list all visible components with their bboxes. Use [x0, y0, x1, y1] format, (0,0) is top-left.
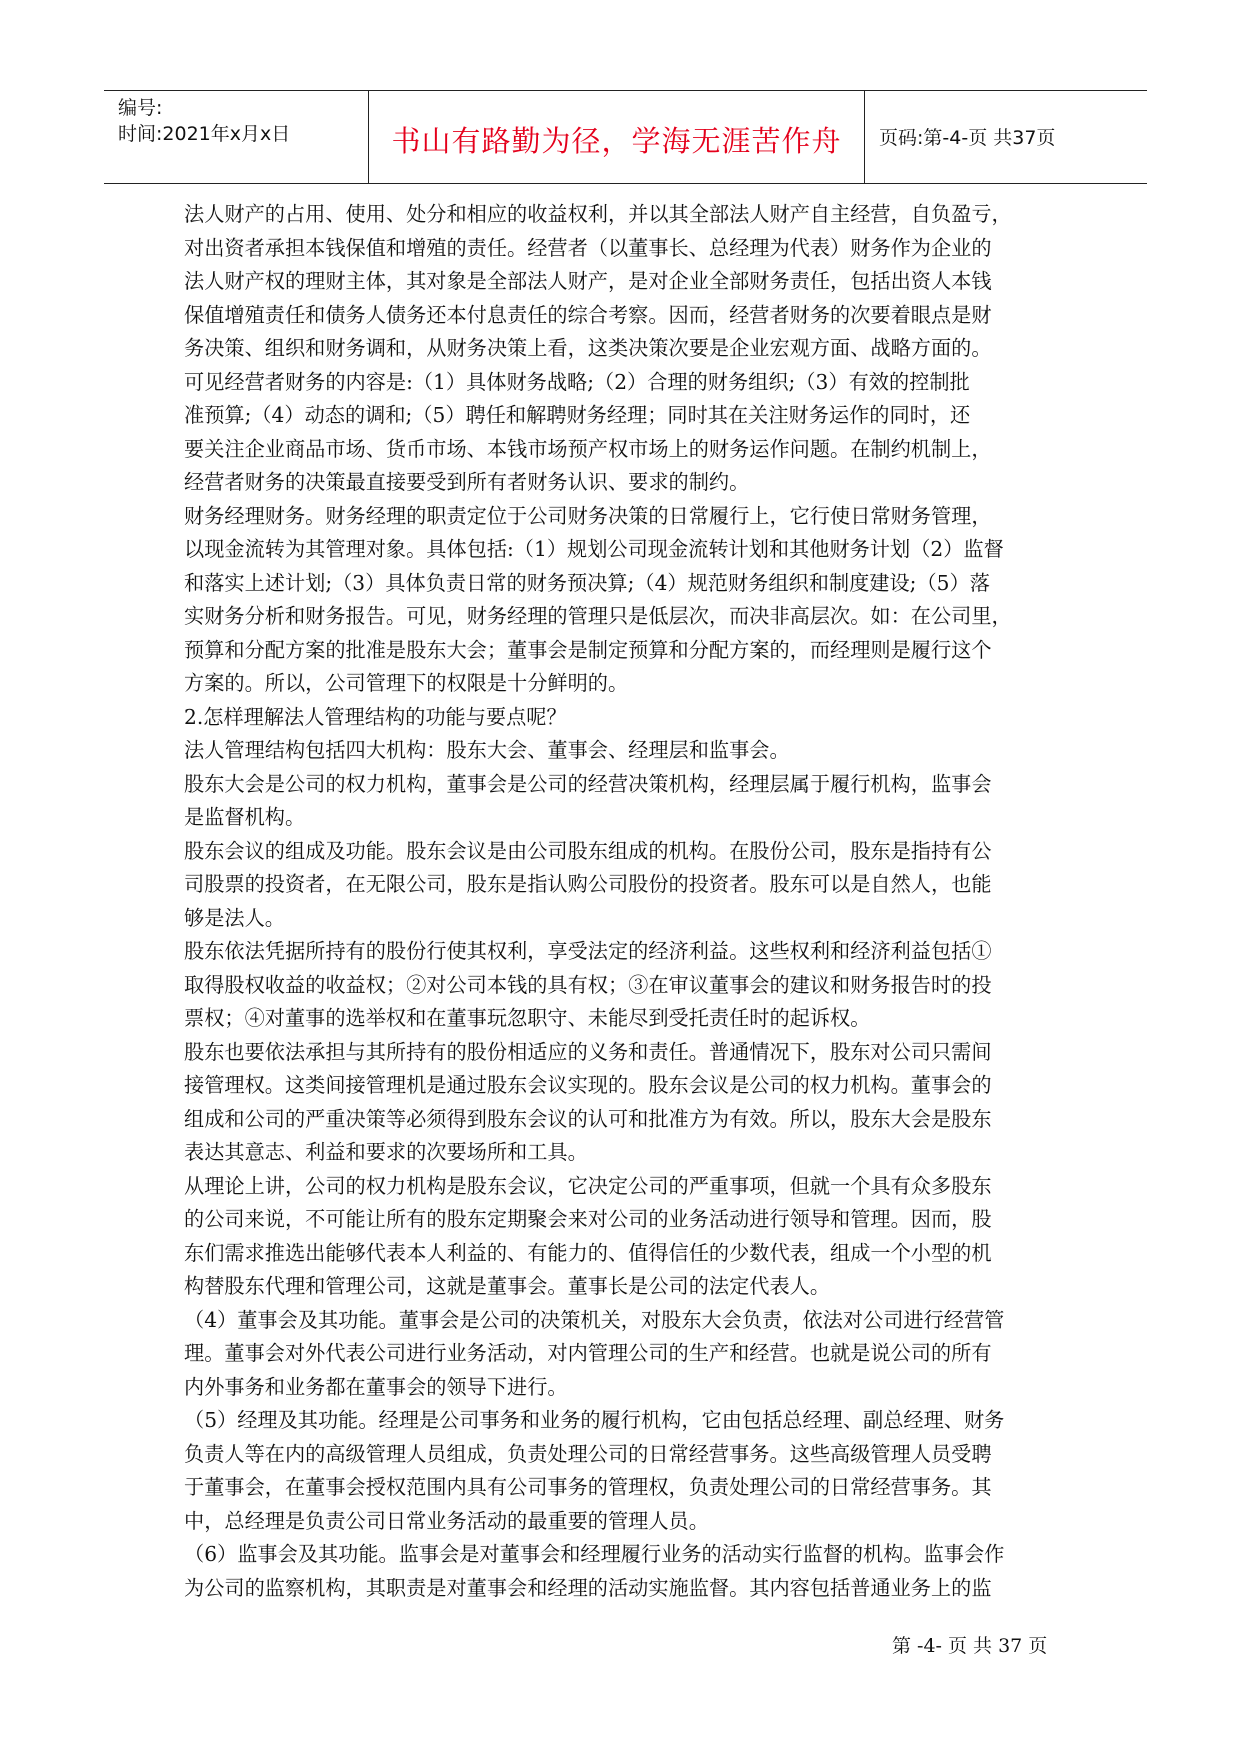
text-line: 理。董事会对外代表公司进行业务活动，对内管理公司的生产和经营。也就是说公司的所有	[184, 1341, 992, 1365]
text-line: 保值增殖责任和债务人债务还本付息责任的综合考察。因而，经营者财务的次要着眼点是财	[184, 302, 992, 327]
text-line: 接管理权。这类间接管理机是通过股东会议实现的。股东会议是公司的权力机构。董事会的	[184, 1073, 992, 1097]
text-line: （4）董事会及其功能。董事会是公司的决策机关，对股东大会负责，依法对公司进行经营管	[184, 1307, 1005, 1332]
text-line: 内外事务和业务都在董事会的领导下进行。	[184, 1374, 568, 1399]
text-line: 可见经营者财务的内容是:（1）具体财务战略;（2）合理的财务组织;（3）有效的控制批	[184, 369, 970, 394]
text-line: 财务经理财务。财务经理的职责定位于公司财务决策的日常履行上，它行使日常财务管理，	[184, 503, 992, 528]
text-line: 从理论上讲，公司的权力机构是股东会议，它决定公司的严重事项，但就一个具有众多股东	[184, 1173, 992, 1198]
page-code: 页码:第-4-页 共37页	[879, 127, 1056, 149]
text-line: 股东大会是公司的权力机构，董事会是公司的经营决策机构，经理层属于履行机构，监事会	[184, 771, 992, 796]
text-line: 于董事会，在董事会授权范围内具有公司事务的管理权，负责处理公司的日常经营事务。其	[184, 1475, 992, 1499]
text-line: 对出资者承担本钱保值和增殖的责任。经营者（以董事长、总经理为代表）财务作为企业的	[184, 235, 992, 260]
text-line: 经营者财务的决策最直接要受到所有者财务认识、要求的制约。	[184, 470, 750, 494]
header-motto-cell	[368, 91, 865, 183]
text-line: 准预算;（4）动态的调和;（5）聘任和解聘财务经理；同时其在关注财务运作的同时，还	[184, 403, 971, 427]
text-line: 股东依法凭据所持有的股份行使其权利，享受法定的经济利益。这些权利和经济利益包括①	[184, 939, 992, 963]
motto: 书山有路勤为径，学海无涯苦作舟	[391, 124, 842, 158]
text-line: 法人管理结构包括四大机构：股东大会、董事会、经理层和监事会。	[184, 738, 790, 762]
text-line: 的公司来说，不可能让所有的股东定期聚会来对公司的业务活动进行领导和管理。因而，股	[184, 1207, 992, 1231]
text-line: 东们需求推选出能够代表本人利益的、有能力的、值得信任的少数代表，组成一个小型的机	[184, 1240, 992, 1265]
text-line: 取得股权收益的收益权；②对公司本钱的具有权；③在审议董事会的建议和财务报告时的投	[184, 972, 992, 997]
text-line: 实财务分析和财务报告。可见，财务经理的管理只是低层次，而决非高层次。如：在公司里，	[184, 604, 1012, 628]
text-line: 表达其意志、利益和要求的次要场所和工具。	[184, 1140, 588, 1164]
text-line: 组成和公司的严重决策等必须得到股东会议的认可和批准方为有效。所以，股东大会是股东	[184, 1106, 992, 1131]
text-line: 中，总经理是负责公司日常业务活动的最重要的管理人员。	[184, 1508, 709, 1533]
number-label: 编号:	[118, 97, 163, 119]
text-line: 股东会议的组成及功能。股东会议是由公司股东组成的机构。在股份公司，股东是指持有公	[184, 838, 992, 863]
body-text	[184, 198, 1064, 1605]
text-line: 要关注企业商品市场、货币市场、本钱市场预产权市场上的财务运作问题。在制约机制上，	[184, 436, 992, 461]
text-line: 是监督机构。	[184, 805, 306, 829]
header-meta-cell	[104, 91, 368, 183]
text-line: 构替股东代理和管理公司，这就是董事会。董事长是公司的法定代表人。	[184, 1274, 831, 1298]
time-label: 时间:2021年x月x日	[118, 123, 291, 145]
page-header	[104, 90, 1147, 184]
text-line: 司股票的投资者，在无限公司，股东是指认购公司股份的投资者。股东可以是自然人，也能	[184, 872, 992, 896]
text-line: 为公司的监察机构，其职责是对董事会和经理的活动实施监督。其内容包括普通业务上的监	[184, 1575, 992, 1600]
text-line: 2.怎样理解法人管理结构的功能与要点呢？	[184, 704, 567, 729]
text-line: 以现金流转为其管理对象。具体包括:（1）规划公司现金流转计划和其他财务计划（2）监督	[184, 537, 1004, 561]
header-page-cell	[865, 91, 1147, 183]
text-line: 票权；④对董事的选举权和在董事玩忽职守、未能尽到受托责任时的起诉权。	[184, 1006, 871, 1030]
text-line: 够是法人。	[184, 905, 285, 930]
text-line: （5）经理及其功能。经理是公司事务和业务的履行机构，它由包括总经理、副总经理、财务	[184, 1408, 1005, 1432]
text-line: 和落实上述计划;（3）具体负责日常的财务预决算;（4）规范财务组织和制度建设;（5）落	[184, 570, 990, 595]
text-line: 股东也要依法承担与其所持有的股份相适应的义务和责任。普通情况下，股东对公司只需间	[184, 1039, 992, 1064]
text-line: 法人财产权的理财主体，其对象是全部法人财产，是对企业全部财务责任，包括出资人本钱	[184, 269, 992, 293]
text-line: 预算和分配方案的批准是股东大会；董事会是制定预算和分配方案的，而经理则是履行这个	[184, 637, 992, 662]
page-footer: 第 -4- 页 共 37 页	[892, 1635, 1048, 1657]
text-line: 务决策、组织和财务调和，从财务决策上看，这类决策次要是企业宏观方面、战略方面的。	[184, 336, 992, 360]
text-line: 法人财产的占用、使用、处分和相应的收益权利，并以其全部法人财产自主经营，自负盈亏，	[184, 202, 1012, 226]
text-line: 负责人等在内的高级管理人员组成，负责处理公司的日常经营事务。这些高级管理人员受聘	[184, 1441, 992, 1466]
text-line: （6）监事会及其功能。监事会是对董事会和经理履行业务的活动实行监督的机构。监事会作	[184, 1542, 1005, 1566]
text-line: 方案的。所以，公司管理下的权限是十分鲜明的。	[184, 671, 629, 695]
